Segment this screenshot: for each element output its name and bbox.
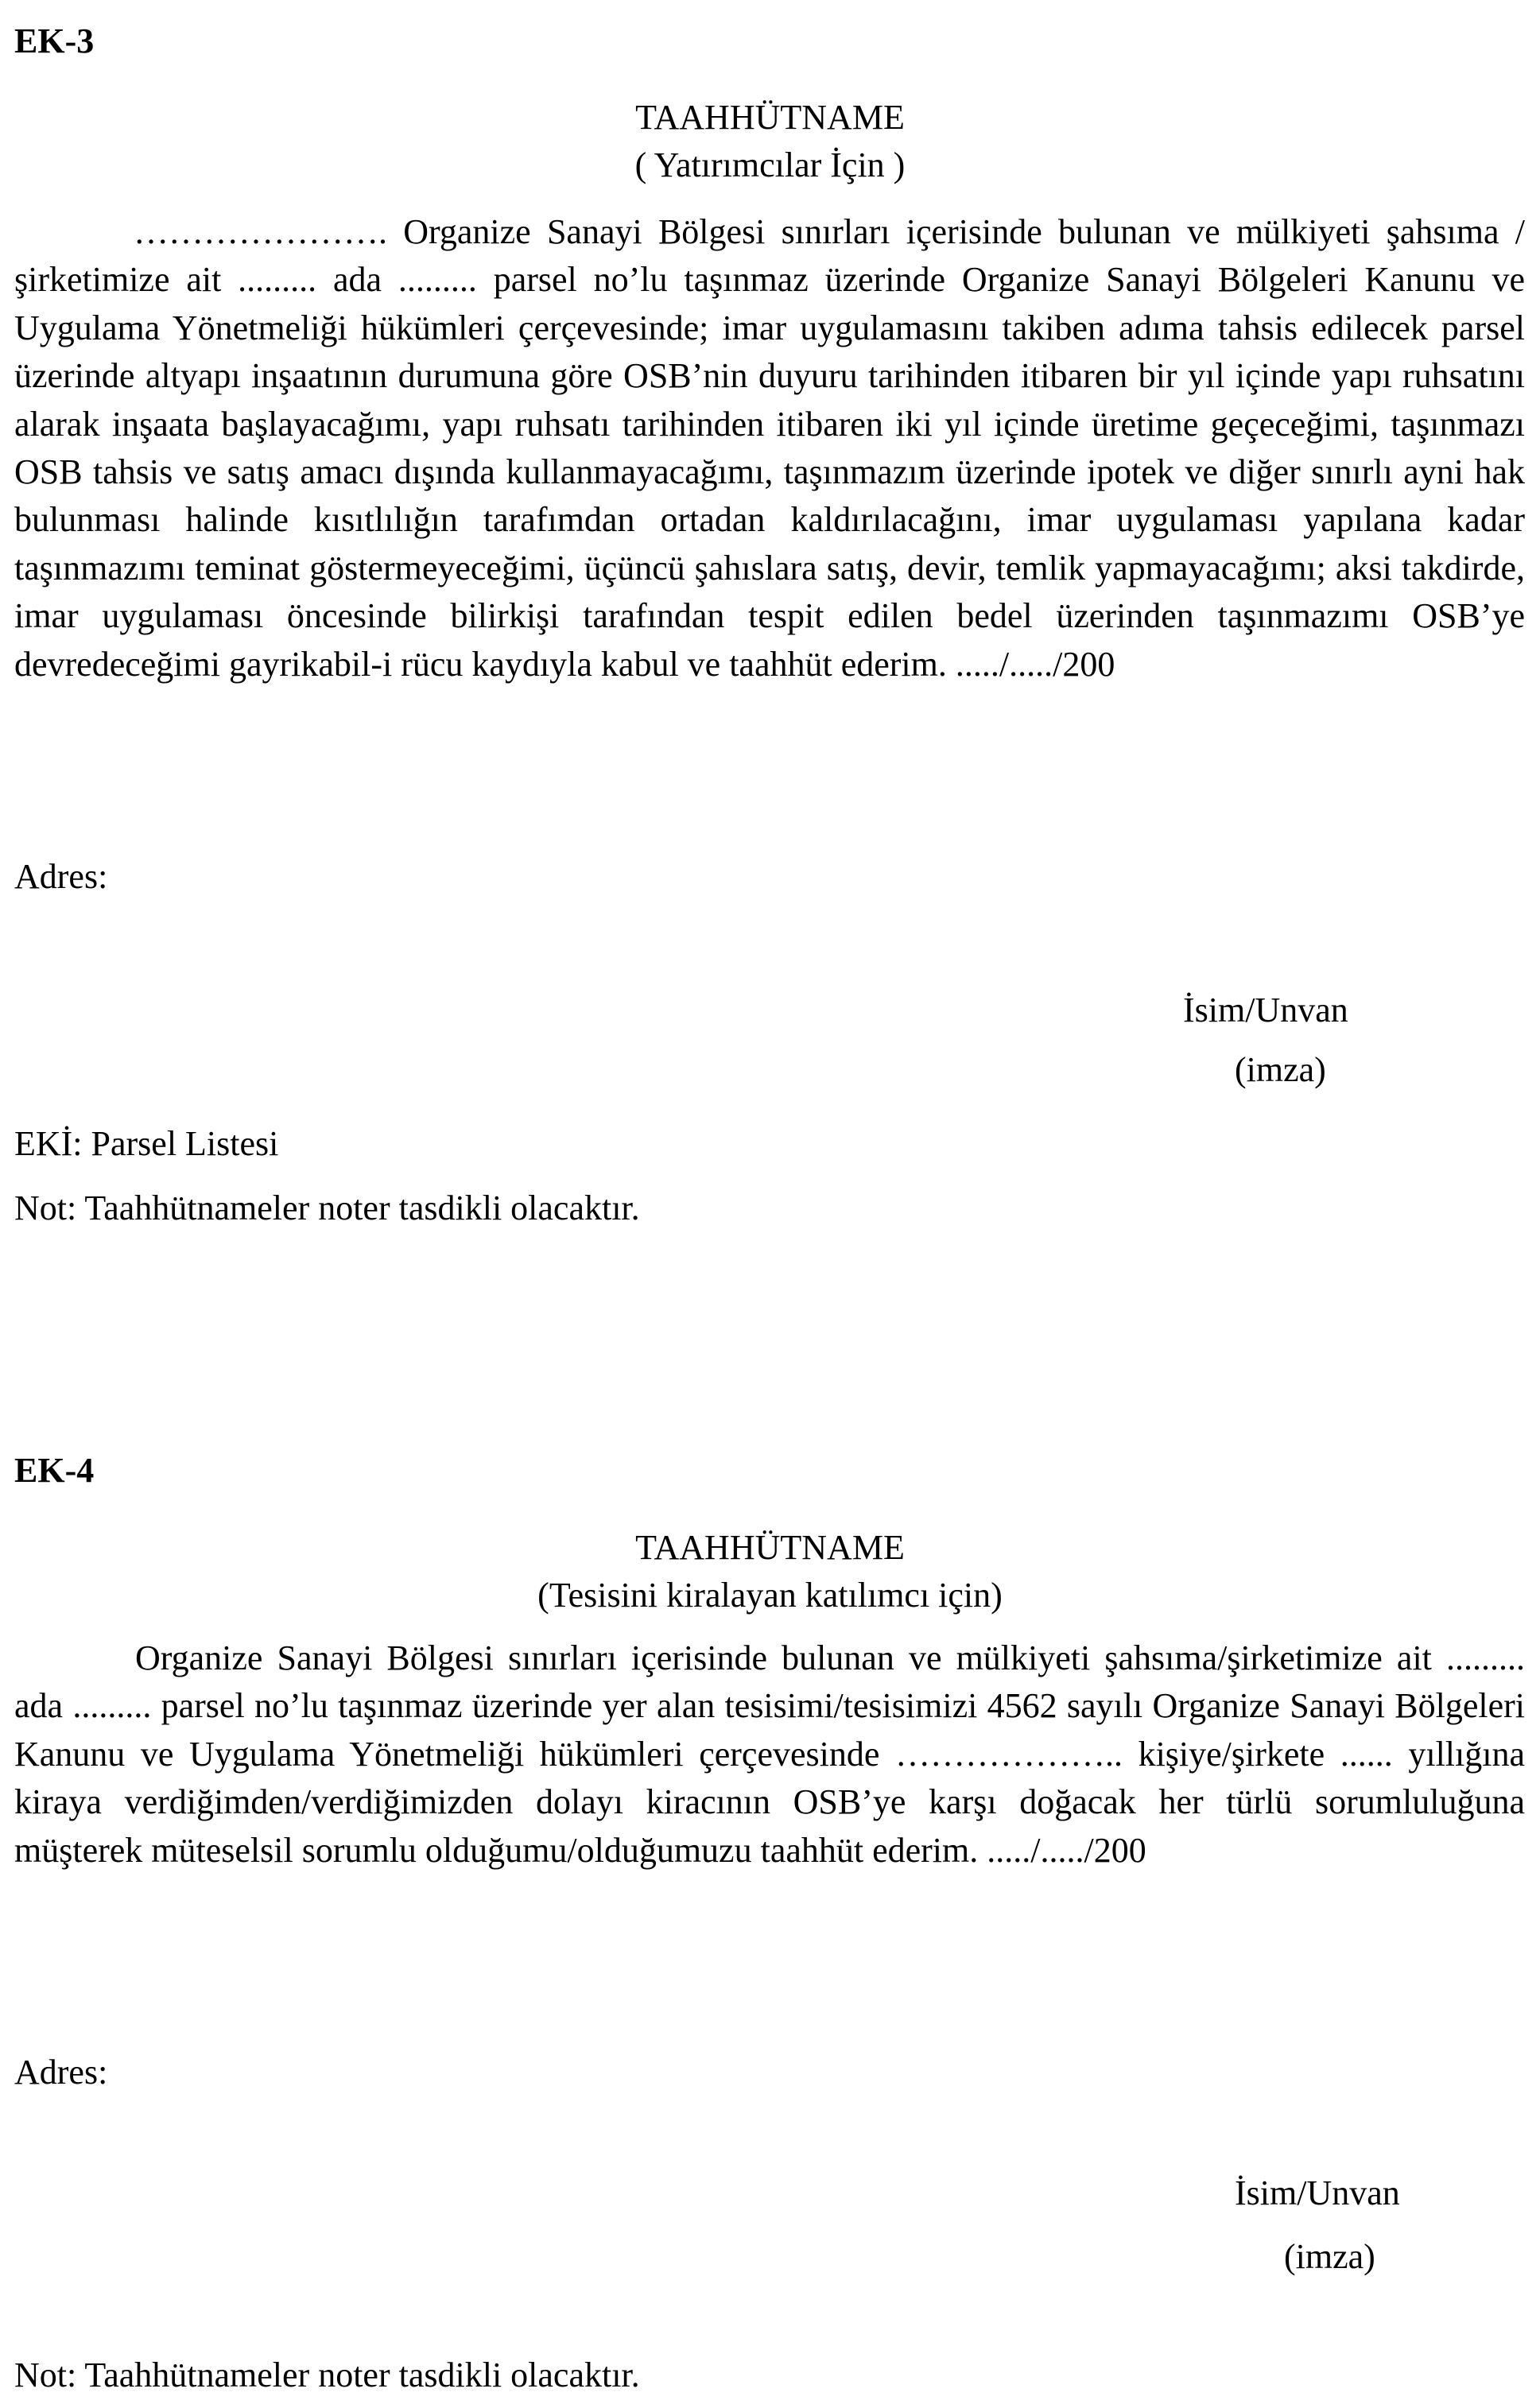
ek3-body-text: …………………. Organize Sanayi Bölgesi sınırları içerisinde bulunan ve mülkiyeti şahsıma / şirketimize ait ......... ada ......... parsel no’lu taşınmaz üzerinde Organize Sanayi Bölgeleri Kanunu ve Uygulama Yönetmeliği hükümleri çerçevesinde; imar uygulamasını takiben adıma tahsis edilecek parsel üzerinde altyapı inşaatının durumuna göre OSB’nin duyuru tarihinden itibaren bir yıl içinde yapı ruhsatını alarak inşaata başlayacağımı, yapı ruhsatı tarihinden itibaren iki yıl içinde üretime geçeceğimi, taşınmazı OSB tahsis ve satış amacı dışında kullanmayacağımı, taşınmazım üzerinde ipotek ve diğer sınırlı ayni hak bulunması halinde kısıtlılığın tarafımdan ortadan kaldırılacağını, imar uygulaması yapılana kadar taşınmazımı teminat göstermeyeceğimi, üçüncü şahıslara satış, devir, temlik yapmayacağımı; aksi takdirde, imar uygulaması öncesinde bilirkişi tarafından tespit edilen bedel üzerinden taşınmazımı OSB’ye devredeceğimi gayrikabil-i rücu kaydıyla kabul ve taahhüt ederim. ...../...../200: [14, 212, 1525, 684]
ek4-body-paragraph: [14, 1634, 1525, 1875]
ek4-note: Not: Taahhütnameler noter tasdikli olacaktır.: [14, 2356, 640, 2394]
ek4-signature-label: (imza): [1284, 2237, 1375, 2276]
ek4-name-label: İsim/Unvan: [1235, 2173, 1400, 2212]
ek3-name-label: İsim/Unvan: [1183, 991, 1348, 1029]
ek4-title: TAAHHÜTNAME: [635, 1528, 905, 1567]
ek4-address-label: Adres:: [14, 2053, 108, 2092]
ek4-label: EK-4: [14, 1451, 95, 1490]
ek3-address-label: Adres:: [14, 857, 108, 896]
ek3-title: TAAHHÜTNAME: [635, 98, 905, 137]
ek3-subtitle: ( Yatırımcılar İçin ): [634, 145, 906, 184]
ek4-body-text: Organize Sanayi Bölgesi sınırları içerisinde bulunan ve mülkiyeti şahsıma/şirketimize ait ......... ada ......... parsel no’lu taşınmaz üzerinde yer alan tesisimi/tesisimizi 4562 sayılı Organize Sanayi Bölgeleri Kanunu ve Uygulama Yönetmeliği hükümleri çerçevesinde ……………….. kişiye/şirkete ...... yıllığına kiraya verdiğimden/verdiğimizden dolayı kiracının OSB’ye karşı doğacak her türlü sorumluluğuna müşterek müteselsil sorumlu olduğumu/olduğumuzu taahhüt ederim. ...../...../200: [14, 1638, 1525, 1870]
ek3-attachment: EKİ: Parsel Listesi: [14, 1124, 279, 1163]
ek4-subtitle: (Tesisini kiralayan katılımcı için): [537, 1576, 1003, 1615]
ek3-note: Not: Taahhütnameler noter tasdikli olacaktır.: [14, 1188, 640, 1227]
ek3-body-paragraph: [14, 208, 1525, 688]
ek3-label: EK-3: [14, 21, 95, 60]
ek3-signature-label: (imza): [1235, 1050, 1326, 1089]
